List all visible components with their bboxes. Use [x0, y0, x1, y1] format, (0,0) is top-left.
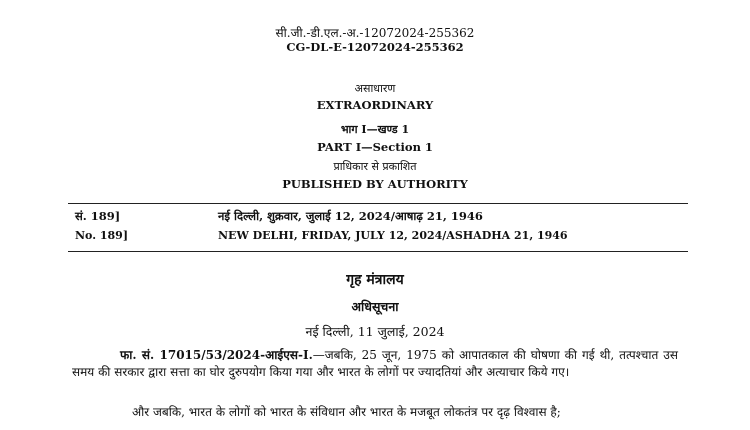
file-number: फा. सं. 17015/53/2024-आईएस-I. — [120, 348, 313, 362]
extraordinary-english: EXTRAORDINARY — [316, 98, 434, 112]
issue-number-english: No. 189] — [75, 229, 129, 242]
part-section-english: PART I—Section 1 — [317, 140, 433, 154]
notification-date: नई दिल्ली, 11 जुलाई, 2024 — [305, 324, 445, 339]
published-by-authority-hindi: प्राधिकार से प्रकाशित — [333, 160, 417, 173]
issue-number-hindi: सं. 189] — [75, 209, 121, 223]
extraordinary-hindi: असाधारण — [354, 82, 396, 95]
issue-row-english — [75, 229, 635, 247]
published-by-authority-english: PUBLISHED BY AUTHORITY — [282, 177, 468, 191]
paragraph-1 — [72, 347, 678, 381]
paragraph-2: और जबकि, भारत के लोगों को भारत के संविधान और भारत के मजबूत लोकतंत्र पर दृढ़ विश्वास है; — [132, 405, 561, 419]
registration-number-english: CG-DL-E-12072024-255362 — [286, 40, 464, 54]
top-divider — [68, 203, 688, 204]
place-date-english: NEW DELHI, FRIDAY, JULY 12, 2024/ASHADHA 21, 1946 — [218, 229, 568, 242]
issue-row-hindi — [75, 209, 635, 227]
place-date-hindi: नई दिल्ली, शुक्रवार, जुलाई 12, 2024/आषाढ़ 21, 1946 — [218, 209, 483, 223]
bottom-divider — [68, 251, 688, 252]
paragraph-1-text: —जबकि, 25 जून, 1975 को आपातकाल की घोषणा की गई थी, तत्पश्चात उस समय की सरकार द्वारा सत्ता का घोर दुरुपयोग किया गया और भारत के लोगों पर ज्यादतियां और अत्याचार किये गए। — [72, 348, 678, 379]
registration-number-hindi: सी.जी.-डी.एल.-अ.-12072024-255362 — [275, 26, 475, 40]
part-section-hindi: भाग I—खण्ड 1 — [340, 123, 410, 136]
notification-title: अधिसूचना — [351, 299, 399, 314]
ministry-title: गृह मंत्रालय — [346, 272, 404, 288]
